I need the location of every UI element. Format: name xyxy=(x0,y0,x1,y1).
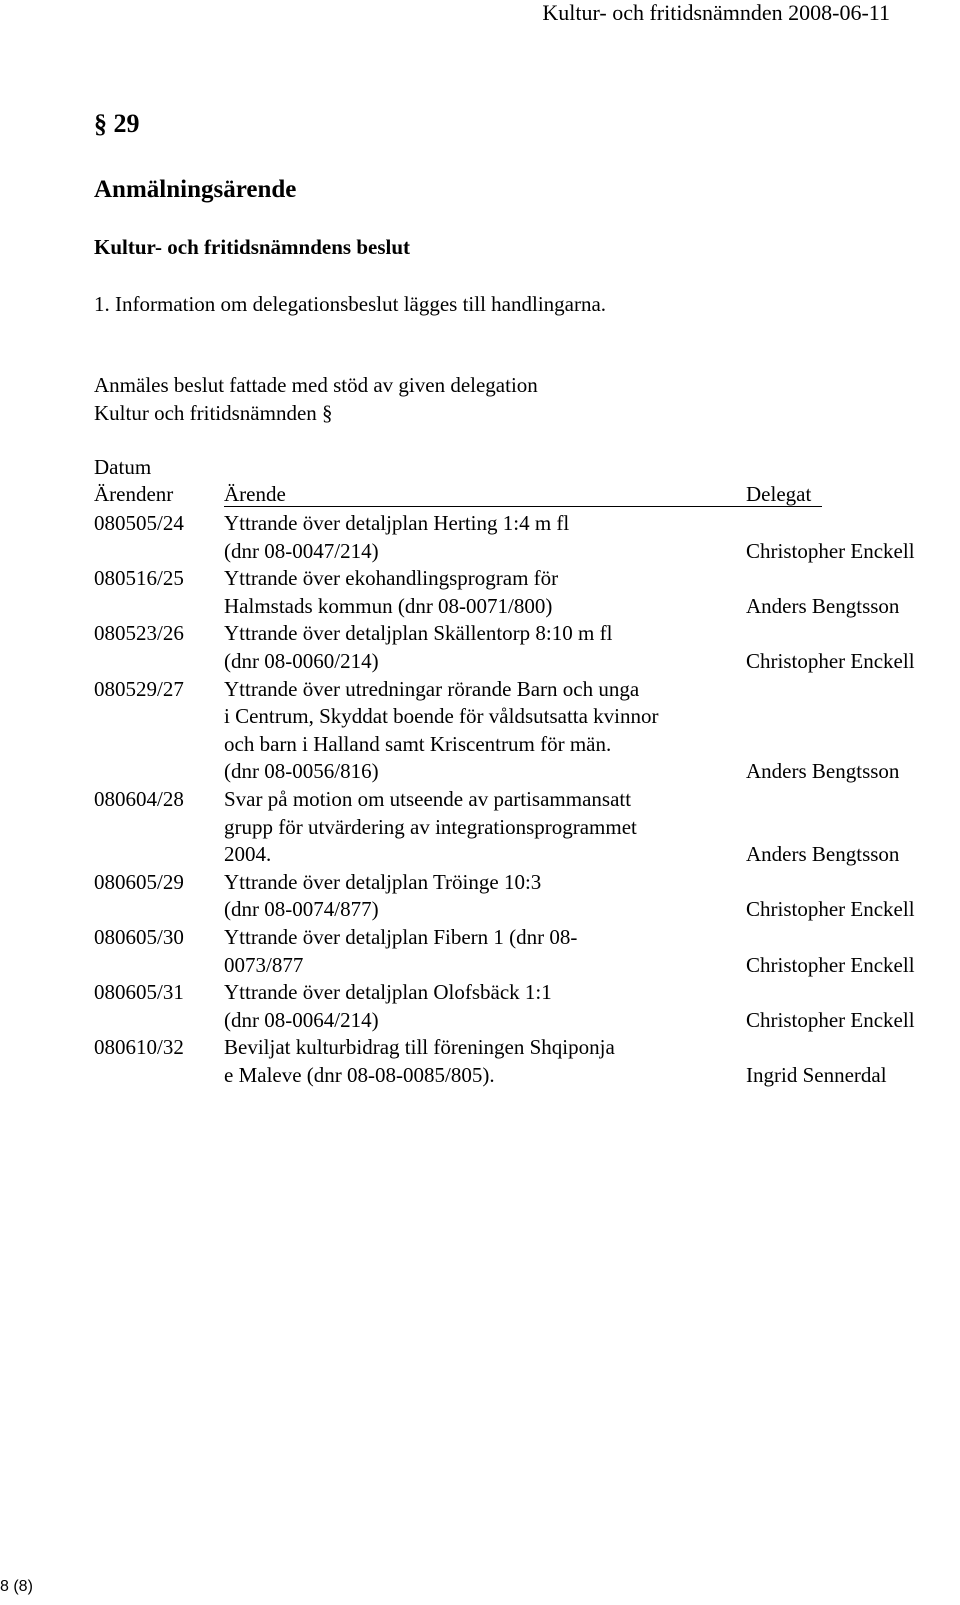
table-row xyxy=(94,1034,944,1062)
delegat-cell: Christopher Enckell xyxy=(746,538,915,563)
table-row xyxy=(94,620,944,648)
table-row xyxy=(94,676,944,704)
section-number: § 29 xyxy=(94,109,140,138)
column-header-datum: Datum xyxy=(94,455,152,479)
delegation-table xyxy=(94,510,944,1089)
header-underline xyxy=(224,506,822,507)
arendenr-cell: 080605/30 xyxy=(94,924,184,949)
arendenr-cell: 080610/32 xyxy=(94,1035,184,1060)
delegat-cell: Christopher Enckell xyxy=(746,952,915,977)
table-row-continuation xyxy=(94,814,944,842)
table-row-continuation xyxy=(94,538,944,566)
arendenr-cell: 080529/27 xyxy=(94,676,184,701)
intro-text xyxy=(94,371,538,427)
arende-cell: (dnr 08-0074/877) xyxy=(224,897,379,922)
table-row xyxy=(94,786,944,814)
arende-cell: Yttrande över detaljplan Fibern 1 (dnr 08- xyxy=(224,924,578,949)
table-row-continuation xyxy=(94,952,944,980)
arende-cell: Halmstads kommun (dnr 08-0071/800) xyxy=(224,593,553,618)
delegat-cell: Anders Bengtsson xyxy=(746,593,900,618)
delegat-cell: Christopher Enckell xyxy=(746,897,915,922)
delegat-cell: Christopher Enckell xyxy=(746,1007,915,1032)
table-row-continuation xyxy=(94,648,944,676)
arende-cell: (dnr 08-0056/816) xyxy=(224,759,379,784)
arende-cell: i Centrum, Skyddat boende för våldsutsatta kvinnor xyxy=(224,704,659,729)
table-row-continuation xyxy=(94,1062,944,1090)
arendenr-cell: 080516/25 xyxy=(94,566,184,591)
page-header-title: Kultur- och fritidsnämnden 2008-06-11 xyxy=(542,0,890,25)
table-row xyxy=(94,979,944,1007)
table-header xyxy=(94,454,822,508)
arende-cell: Yttrande över utredningar rörande Barn och unga xyxy=(224,676,640,701)
arende-cell: e Maleve (dnr 08-08-0085/805). xyxy=(224,1062,495,1087)
table-row-continuation xyxy=(94,841,944,869)
page-number: 8 (8) xyxy=(0,1578,33,1595)
arende-cell: Yttrande över ekohandlingsprogram för xyxy=(224,566,559,591)
arende-cell: Svar på motion om utseende av partisammansatt xyxy=(224,786,632,811)
table-row xyxy=(94,565,944,593)
intro-line-1: Anmäles beslut fattade med stöd av given delegation xyxy=(94,373,538,397)
table-row-continuation xyxy=(94,758,944,786)
table-row-continuation xyxy=(94,896,944,924)
column-header-arende: Ärende xyxy=(224,482,286,506)
delegat-cell: Anders Bengtsson xyxy=(746,842,900,867)
section-title: Anmälningsärende xyxy=(94,176,297,203)
delegat-cell: Anders Bengtsson xyxy=(746,759,900,784)
column-header-arendenr: Ärendenr xyxy=(94,482,174,506)
arendenr-cell: 080523/26 xyxy=(94,621,184,646)
arende-cell: (dnr 08-0060/214) xyxy=(224,648,379,673)
arendenr-cell: 080605/29 xyxy=(94,869,184,894)
decision-heading: Kultur- och fritidsnämndens beslut xyxy=(94,235,411,259)
arende-cell: (dnr 08-0064/214) xyxy=(224,1007,379,1032)
decision-item: 1. Information om delegationsbeslut lägges till handlingarna. xyxy=(94,292,607,316)
arende-cell: Beviljat kulturbidrag till föreningen Shqiponja xyxy=(224,1035,615,1060)
arende-cell: Yttrande över detaljplan Skällentorp 8:10 m fl xyxy=(224,621,613,646)
arende-cell: 2004. xyxy=(224,842,272,867)
table-row-continuation xyxy=(94,731,944,759)
arende-cell: 0073/877 xyxy=(224,952,304,977)
table-row xyxy=(94,924,944,952)
table-row-continuation xyxy=(94,593,944,621)
arendenr-cell: 080605/31 xyxy=(94,980,184,1005)
table-row-continuation xyxy=(94,1007,944,1035)
arende-cell: (dnr 08-0047/214) xyxy=(224,538,379,563)
intro-line-2: Kultur och fritidsnämnden § xyxy=(94,401,333,425)
arende-cell: Yttrande över detaljplan Tröinge 10:3 xyxy=(224,869,542,894)
delegat-cell: Ingrid Sennerdal xyxy=(746,1062,887,1087)
arende-cell: och barn i Halland samt Kriscentrum för män. xyxy=(224,731,612,756)
delegat-cell: Christopher Enckell xyxy=(746,648,915,673)
table-row xyxy=(94,869,944,897)
arende-cell: Yttrande över detaljplan Herting 1:4 m fl xyxy=(224,511,570,535)
arende-cell: Yttrande över detaljplan Olofsbäck 1:1 xyxy=(224,980,552,1005)
table-row xyxy=(94,510,944,538)
column-header-delegat: Delegat xyxy=(746,482,812,506)
table-row-continuation xyxy=(94,703,944,731)
arendenr-cell: 080505/24 xyxy=(94,511,184,535)
arende-cell: grupp för utvärdering av integrationsprogrammet xyxy=(224,814,637,839)
arendenr-cell: 080604/28 xyxy=(94,786,184,811)
